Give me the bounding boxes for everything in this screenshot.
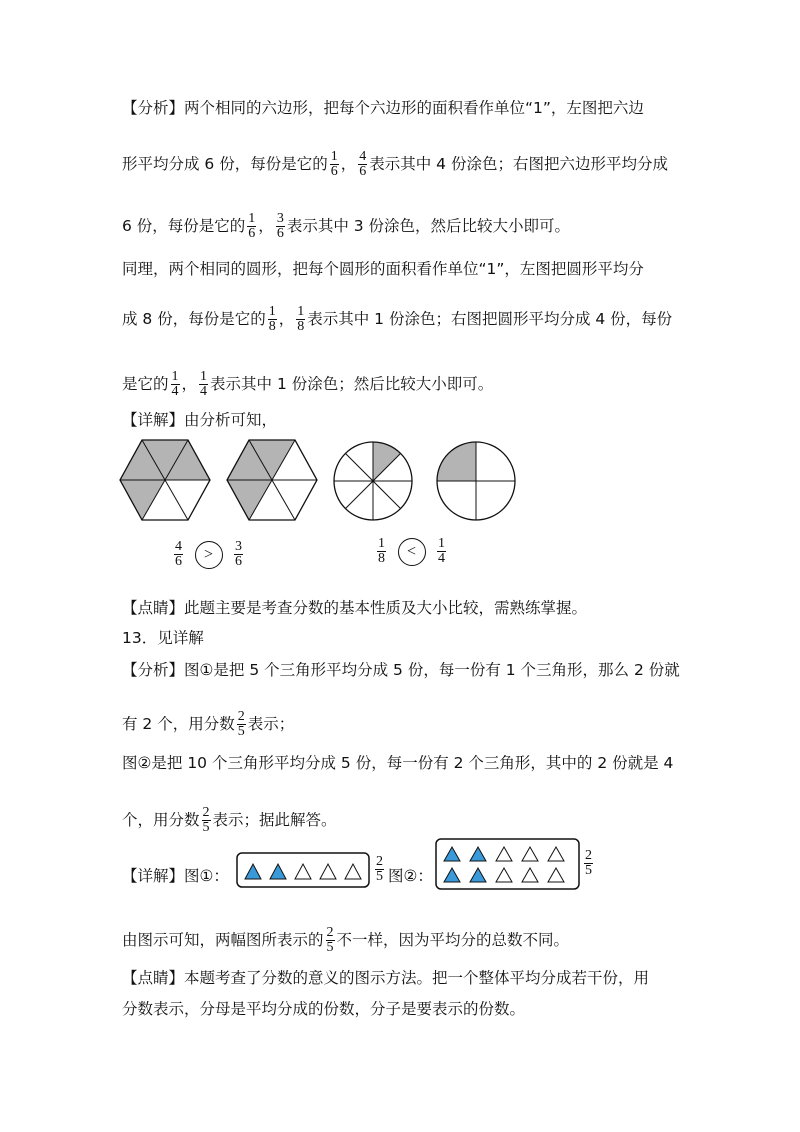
less-than-circle: < [398,538,426,566]
text: 表示； [247,715,295,733]
text: 是它的 [122,375,169,393]
fraction-2-5: $\frac{2}{5}$ [585,848,592,878]
fraction-1-8: $\frac{1}{8}$ [378,536,385,566]
analysis-line-1: 【分析】两个相同的六边形，把每个六边形的面积看作单位“1”，左图把六边 [122,99,644,117]
comparison-right [375,537,448,566]
circle-eighths [333,441,413,521]
analysis-line-3 [122,212,570,241]
fraction-3-6: $\frac{3}{6}$ [235,539,242,569]
greater-than-circle: > [195,541,223,569]
q13-analysis-line-2 [122,710,294,739]
fraction-1-6: $\frac{1}{6}$ [330,149,338,179]
text: ， [181,375,198,393]
q13-summary-line-2: 分数表示，分母是平均分成的份数，分子是要表示的份数。 [122,1000,526,1018]
text: 个，用分数 [122,811,200,829]
detail-heading: 【详解】由分析可知， [122,411,278,429]
analysis-line-6 [122,370,493,399]
text: 有 2 个，用分数 [122,715,235,733]
fraction-2-5: $\frac{2}{5}$ [376,854,383,884]
q13-summary-line-1: 【点睛】本题考查了分数的意义的图示方法。把一个整体平均分成若干份，用 [122,969,650,987]
fraction-2-5: $\frac{2}{5}$ [202,805,210,835]
text: 表示其中 4 份涂色；右图把六边形平均分成 [369,155,668,173]
fraction-3-6: $\frac{3}{6}$ [276,211,284,241]
q13-detail-label-2: 图②： [388,867,433,885]
fraction-1-6: $\frac{1}{6}$ [248,211,256,241]
circle-quarters [436,441,516,521]
hexagon-left [120,440,210,520]
comparison-left [172,540,245,569]
summary-line: 【点睛】此题主要是考查分数的基本性质及大小比较，需熟练掌握。 [122,599,588,617]
text: 6 份，每份是它的 [122,217,246,235]
text: 表示其中 3 份涂色，然后比较大小即可。 [286,217,571,235]
analysis-line-2 [122,150,668,179]
analysis-line-5 [122,305,672,334]
q13-detail-label: 【详解】图①： [122,867,229,885]
fraction-1-4: $\frac{1}{4}$ [200,369,208,399]
text: 表示其中 1 份涂色；然后比较大小即可。 [210,375,494,393]
text: ， [340,155,357,173]
q13-analysis-line-1: 【分析】图①是把 5 个三角形平均分成 5 份，每一份有 1 个三角形，那么 2 份就 [122,661,680,679]
text: 由图示可知，两幅图所表示的 [122,931,324,949]
text: 表示其中 1 份涂色；右图把圆形平均分成 4 份，每份 [307,310,673,328]
text: ， [258,217,274,235]
hexagon-right [227,440,317,520]
fraction-2-5: $\frac{2}{5}$ [237,709,245,739]
text: 表示；据此解答。 [212,811,337,829]
text: 不一样，因为平均分的总数不同。 [336,931,570,949]
analysis-line-4: 同理，两个相同的圆形，把每个圆形的面积看作单位“1”，左图把圆形平均分 [122,260,644,278]
fraction-1-8: $\frac{1}{8}$ [268,304,276,334]
question-13-title: 13．见详解 [122,629,204,647]
fraction-1-8: $\frac{1}{8}$ [297,304,305,334]
q13-analysis-line-4 [122,806,337,835]
fraction-1-4: $\frac{1}{4}$ [438,536,445,566]
fraction-4-6: $\frac{4}{6}$ [359,149,367,179]
q13-analysis-line-3: 图②是把 10 个三角形平均分成 5 份，每一份有 2 个三角形，其中的 2 份就是 4 [122,754,674,772]
fraction-2-5: $\frac{2}{5}$ [326,925,334,955]
text: 形平均分成 6 份，每份是它的 [122,155,328,173]
fraction-1-4: $\frac{1}{4}$ [171,369,179,399]
fraction-4-6: $\frac{4}{6}$ [175,539,182,569]
triangle-box-1 [236,852,370,888]
text: ， [278,310,295,328]
text: 成 8 份，每份是它的 [122,310,266,328]
q13-conclusion [122,926,569,955]
triangle-box-2 [435,838,580,890]
